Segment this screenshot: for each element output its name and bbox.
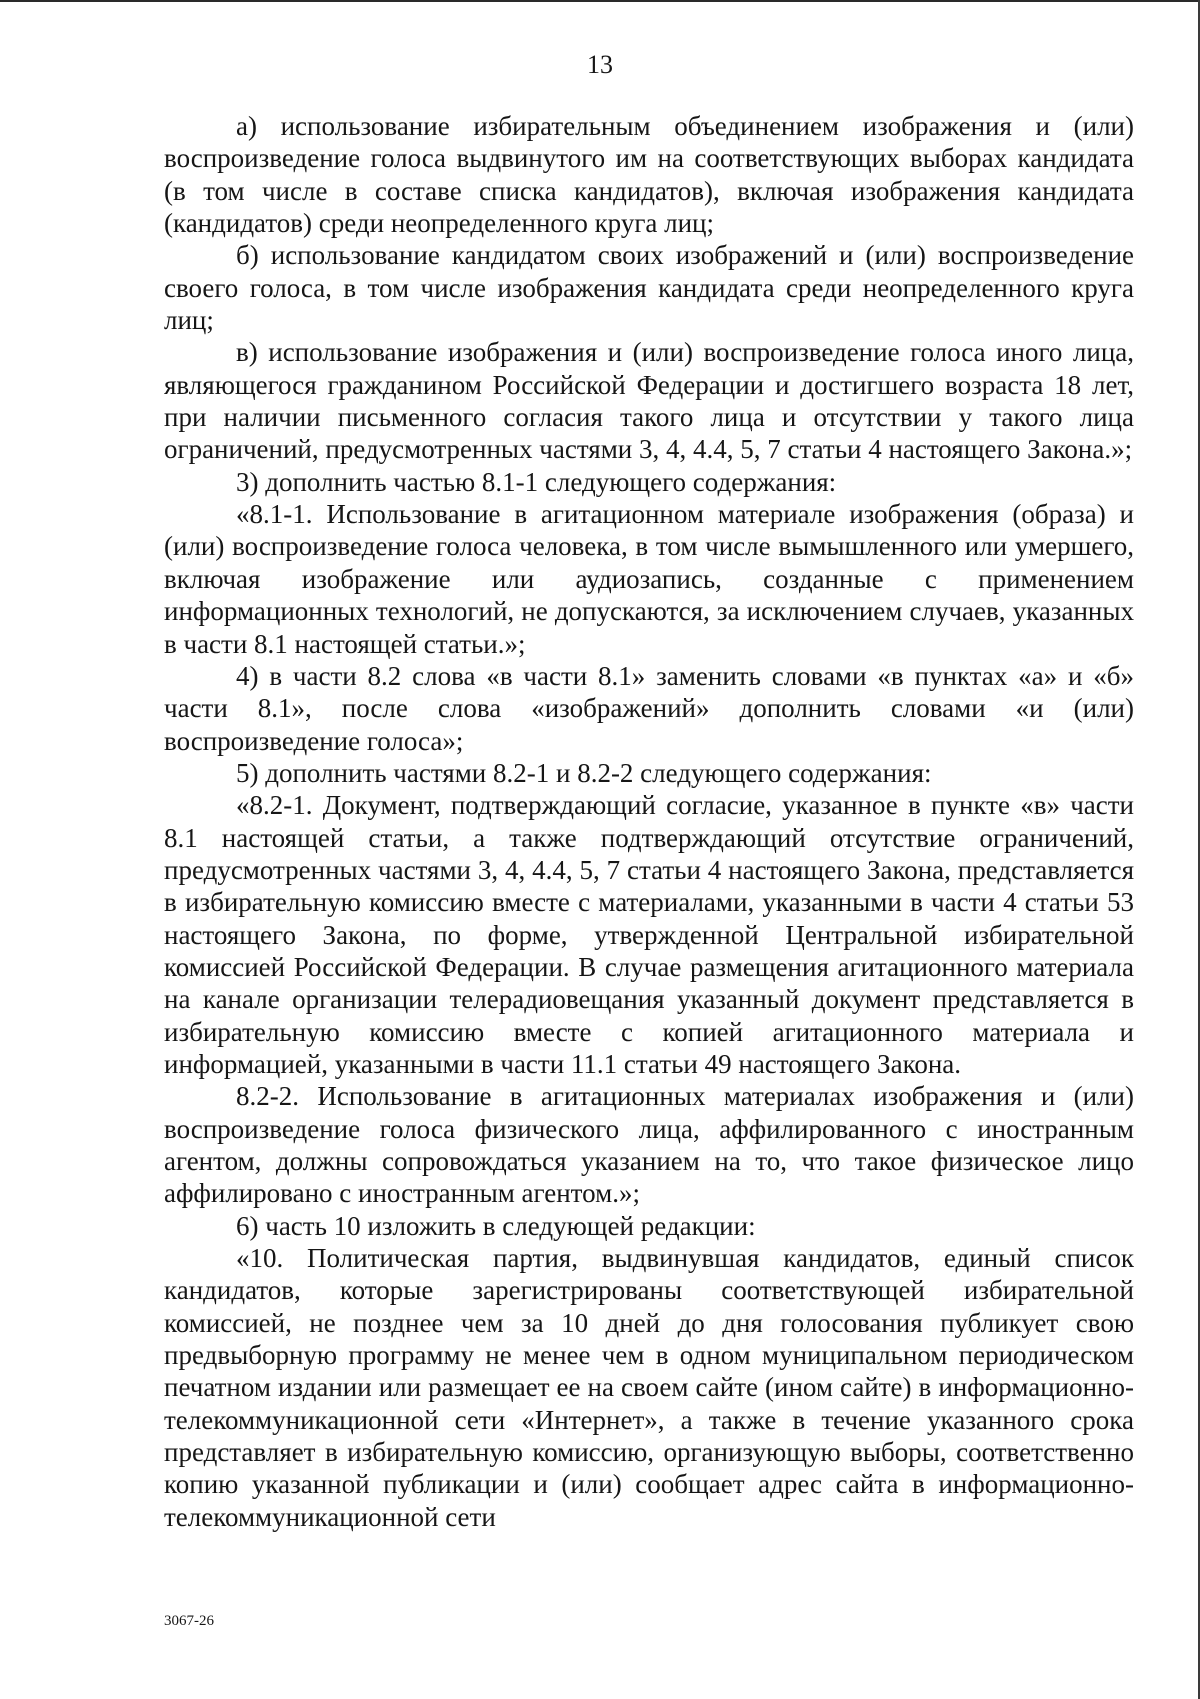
paragraph-item-3: 3) дополнить частью 8.1-1 следующего содержания: [236,466,837,497]
paragraph-part-8-1-1: «8.1-1. Использование в агитационном материале изображения (образа) и (или) воспроизведение голоса человека, в том числе вымышленного или умершего, включая изображение или аудиозапись, созданные с применением информационных технологий, не допускаются, за исключением случаев, указанных в части 8.1 настоящей статьи.»; [164,499,1134,659]
paragraph-part-8-2-2: 8.2-2. Использование в агитационных материалах изображения и (или) воспроизведение голоса физического лица, аффилированного с иностранным агентом, должны сопровождаться указанием на то, что такое физическое лицо аффилировано с иностранным агентом.»; [164,1081,1134,1209]
scan-border-top [0,0,1200,2]
paragraph-item-5: 5) дополнить частями 8.2-1 и 8.2-2 следующего содержания: [236,757,932,788]
document-code: 3067-26 [164,1613,214,1629]
document-body [164,110,1134,1533]
paragraph-part-8-2-1: «8.2-1. Документ, подтверждающий согласие, указанное в пункте «в» части 8.1 настоящей статьи, а также подтверждающий отсутствие ограничений, предусмотренных частями 3, 4, 4.4, 5, 7 статьи 4 настоящего Закона, представляется в избирательную комиссию вместе с материалами, указанными в части 4 статьи 53 настоящего Закона, по форме, утвержденной Центральной избирательной комиссией Российской Федерации. В случае размещения агитационного материала на канале организации телерадиовещания указанный документ представляется в избирательную комиссию вместе с копией агитационного материала и информацией, указанными в части 11.1 статьи 49 настоящего Закона. [164,790,1134,1079]
paragraph-b: б) использование кандидатом своих изображений и (или) воспроизведение своего голоса, в том числе изображения кандидата среди неопределенного круга лиц; [164,240,1134,336]
paragraph-item-4: 4) в части 8.2 слова «в части 8.1» заменить словами «в пунктах «а» и «б» части 8.1», после слова «изображений» дополнить словами «и (или) воспроизведение голоса»; [164,660,1134,756]
paragraph-a: а) использование избирательным объединением изображения и (или) воспроизведение голоса выдвинутого им на соответствующих выборах кандидата (в том числе в составе списка кандидатов), включая изображения кандидата (кандидатов) среди неопределенного круга лиц; [164,111,1134,239]
paragraph-item-6: 6) часть 10 изложить в следующей редакции: [236,1210,756,1241]
paragraph-part-10: «10. Политическая партия, выдвинувшая кандидатов, единый список кандидатов, которые зарегистрированы соответствующей избирательной комиссией, не позднее чем за 10 дней до дня голосования публикует свою предвыборную программу не менее чем в одном муниципальном периодическом печатном издании или размещает ее на своем сайте (ином сайте) в информационно-телекоммуникационной сети «Интернет», а также в течение указанного срока представляет в избирательную комиссию, организующую выборы, соответственно копию указанной публикации и (или) сообщает адрес сайта в информационно-телекоммуникационной сети [164,1243,1134,1532]
paragraph-v: в) использование изображения и (или) воспроизведение голоса иного лица, являющегося гражданином Российской Федерации и достигшего возраста 18 лет, при наличии письменного согласия такого лица и отсутствии у такого лица ограничений, предусмотренных частями 3, 4, 4.4, 5, 7 статьи 4 настоящего Закона.»; [164,337,1134,465]
page-number: 13 [587,50,613,79]
